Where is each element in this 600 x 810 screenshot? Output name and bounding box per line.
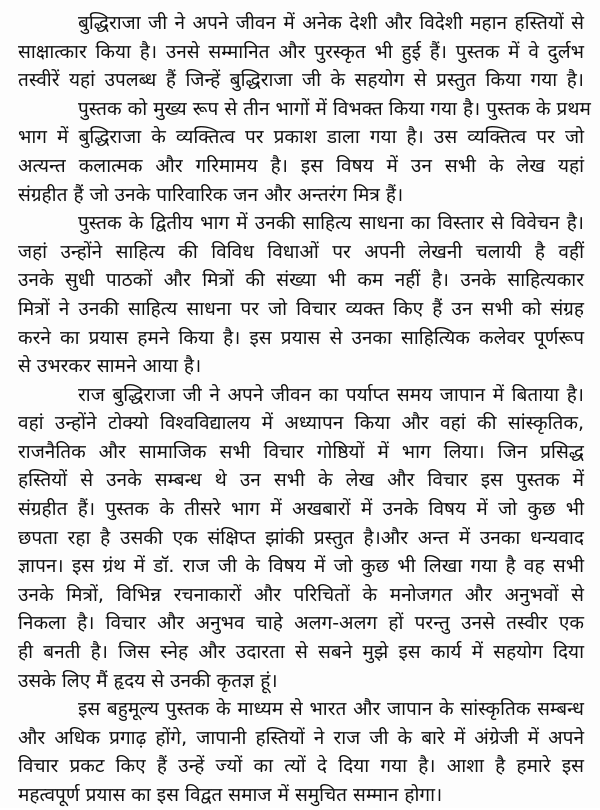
text-line: राजनैतिक और सामाजिक सभी विचार गोष्ठियों में भाग लिया। जिन प्रसिद्ध <box>18 441 584 463</box>
text-line: तस्वीरें यहां उपलब्ध हैं जिन्हें बुद्धिराजा जी के सहयोग से प्रस्तुत किया गया है। <box>18 69 584 91</box>
text-line: उनके सुधी पाठकों और मित्रों की संख्या भी कम नहीं है। उनके साहित्यकार <box>18 269 584 291</box>
text-line: संग्रहीत हैं जो उनके पारिवारिक जन और अन्तरंग मित्र हैं। <box>18 184 404 206</box>
text-line: निकला है। विचार और अनुभव चाहे अलग-अलग हों परन्तु उनसे तस्वीर एक <box>18 612 584 634</box>
text-line: से उभरकर सामने आया है। <box>18 355 202 377</box>
text-line: उसके लिए मैं हृदय से उनकी कृतज्ञ हूं। <box>18 670 278 692</box>
text-line: हस्तियों से उनके सम्बन्ध थे उन सभी के लेख और विचार इस पुस्तक में <box>18 469 584 491</box>
text-line: ज्ञापन। इस ग्रंथ में डॉ. राज जी के विषय में जो कुछ भी लिखा गया है वह सभी <box>18 555 584 577</box>
text-line: पुस्तक के द्वितीय भाग में उनकी साहित्य साधना का विस्तार से विवेचन है। <box>78 212 584 234</box>
text-line: संग्रहीत हैं। पुस्तक के तीसरे भाग में अखबारों में उनके विषय में जो कुछ भी <box>18 498 584 520</box>
text-line: राज बुद्धिराजा जी ने अपने जीवन का पर्याप्त समय जापान में बिताया है। <box>78 384 584 406</box>
text-line: इस बहुमूल्य पुस्तक के माध्यम से भारत और जापान के सांस्कृतिक सम्बन्ध <box>78 698 584 720</box>
text-line: अत्यन्त कलात्मक और गरिमामय है। इस विषय में उन सभी के लेख यहां <box>18 155 584 177</box>
text-line: ही बनती है। जिस स्नेह और उदारता से सबने मुझे इस कार्य में सहयोग दिया <box>18 641 584 663</box>
text-line: मित्रों ने उनकी साहित्य साधना पर जो विचार व्यक्त किए हैं उन सभी को संग्रह <box>18 298 584 320</box>
text-line: छपता रहा है उसकी एक संक्षिप्त झांकी प्रस्तुत है।और अन्त में उनका धन्यवाद <box>18 527 584 549</box>
text-line: भाग में बुद्धिराजा के व्यक्तित्व पर प्रकाश डाला गया है। उस व्यक्तित्व पर जो <box>18 126 584 148</box>
text-line: जहां उन्होंने साहित्य की विविध विधाओं पर अपनी लेखनी चलायी है वहीं <box>18 241 584 263</box>
text-line: करने का प्रयास हमने किया है। इस प्रयास से उनका साहित्यिक कलेवर पूर्णरूप <box>18 327 584 349</box>
text-line: बुद्धिराजा जी ने अपने जीवन में अनेक देशी और विदेशी महान हस्तियों से <box>78 12 584 34</box>
text-line: साक्षात्कार किया है। उनसे सम्मानित और पुरस्कृत भी हुई हैं। पुस्तक में वे दुर्लभ <box>18 41 584 63</box>
text-line: महत्वपूर्ण प्रयास का इस विद्वत समाज में समुचित सम्मान होगा। <box>18 784 443 806</box>
text-line: और अधिक प्रगाढ़ होंगे, जापानी हस्तियों ने राज जी के बारे में अंग्रेजी में अपने <box>18 727 584 749</box>
text-line: विचार प्रकट किए हैं उन्हें ज्यों का त्यों दे दिया गया है। आशा है हमारे इस <box>18 755 584 777</box>
text-line: वहां उन्होंने टोक्यो विश्वविद्यालय में अध्यापन किया और वहां की सांस्कृतिक, <box>18 412 584 434</box>
text-line: उनके मित्रों, विभिन्न रचनाकारों और परिचितों के मनोजगत और अनुभवों से <box>18 584 584 606</box>
text-line: पुस्तक को मुख्य रूप से तीन भागों में विभक्त किया गया है। पुस्तक के प्रथम <box>78 98 591 120</box>
